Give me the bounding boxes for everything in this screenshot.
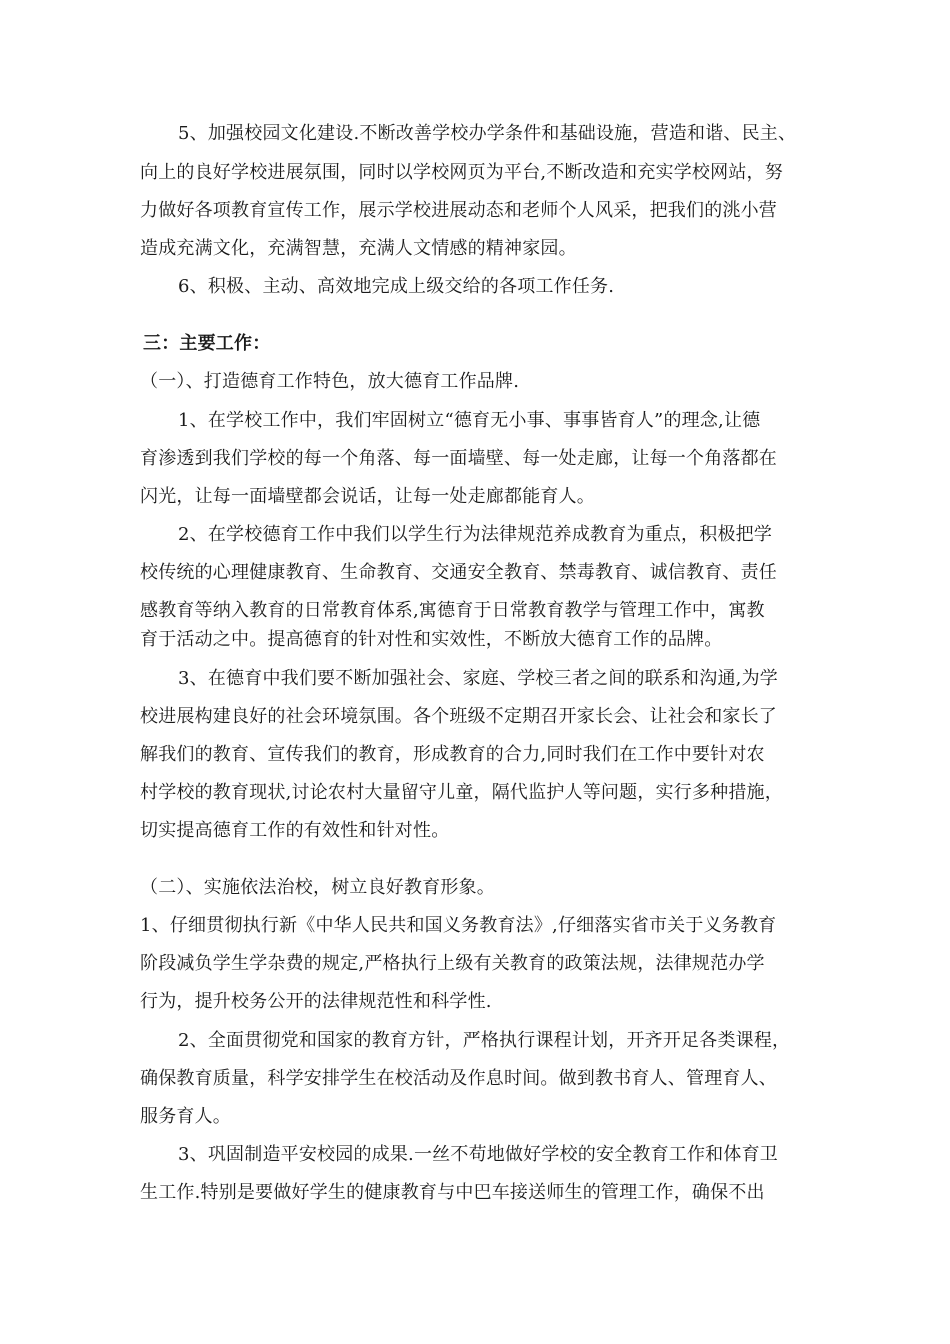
text-line: 6、积极、主动、高效地完成上级交给的各项工作任务. [178,276,615,297]
text-line: 村学校的教育现状,讨论农村大量留守儿童，隔代监护人等问题，实行多种措施， [140,782,783,803]
text-line: 3、在德育中我们要不断加强社会、家庭、学校三者之间的联系和沟通,为学 [178,668,778,689]
text-line: 育渗透到我们学校的每一个角落、每一面墙壁、每一处走廊，让每一个角落都在 [140,448,777,469]
text-line: 服务育人。 [140,1106,231,1127]
text-line: 生工作.特别是要做好学生的健康教育与中巴车接送师生的管理工作，确保不出 [140,1182,765,1203]
text-line: 感教育等纳入教育的日常教育体系,寓德育于日常教育教学与管理工作中，寓教 [140,600,765,621]
text-line: 行为，提升校务公开的法律规范性和科学性. [140,991,492,1012]
text-line: 解我们的教育、宣传我们的教育，形成教育的合力,同时我们在工作中要针对农 [140,744,765,765]
text-line: 闪光，让每一面墙壁都会说话，让每一处走廊都能育人。 [140,486,595,507]
text-line: 向上的良好学校进展氛围，同时以学校网页为平台,不断改造和充实学校网站，努 [140,162,783,183]
text-line: 1、仔细贯彻执行新《中华人民共和国义务教育法》,仔细落实省市关于义务教育 [140,915,777,936]
text-line: 造成充满文化，充满智慧，充满人文情感的精神家园。 [140,238,577,259]
text-line: 5、加强校园文化建设.不断改善学校办学条件和基础设施，营造和谐、民主、 [178,123,797,144]
text-line: 校传统的心理健康教育、生命教育、交通安全教育、禁毒教育、诚信教育、责任 [140,562,777,583]
text-line: 确保教育质量，科学安排学生在校活动及作息时间。做到教书育人、管理育人、 [140,1068,777,1089]
subsection-heading: （二）、实施依法治校，树立良好教育形象。 [140,877,495,898]
subsection-heading: （一）、打造德育工作特色，放大德育工作品牌. [140,371,520,392]
text-line: 2、在学校德育工作中我们以学生行为法律规范养成教育为重点，积极把学 [178,524,773,545]
text-line: 3、巩固制造平安校园的成果.一丝不苟地做好学校的安全教育工作和体育卫 [178,1144,778,1165]
text-line: 校进展构建良好的社会环境氛围。各个班级不定期召开家长会、让社会和家长了 [140,706,777,727]
section-heading: 三：主要工作： [143,333,271,354]
text-line: 2、全面贯彻党和国家的教育方针，严格执行课程计划，开齐开足各类课程， [178,1030,791,1051]
text-line: 1、在学校工作中，我们牢固树立“德育无小事、事事皆育人”的理念,让德 [178,410,761,431]
text-line: 阶段减负学生学杂费的规定,严格执行上级有关教育的政策法规，法律规范办学 [140,953,765,974]
text-line: 育于活动之中。提高德育的针对性和实效性，不断放大德育工作的品牌。 [140,629,723,650]
text-line: 切实提高德育工作的有效性和针对性。 [140,820,450,841]
text-line: 力做好各项教育宣传工作，展示学校进展动态和老师个人风采，把我们的洮小营 [140,200,777,221]
